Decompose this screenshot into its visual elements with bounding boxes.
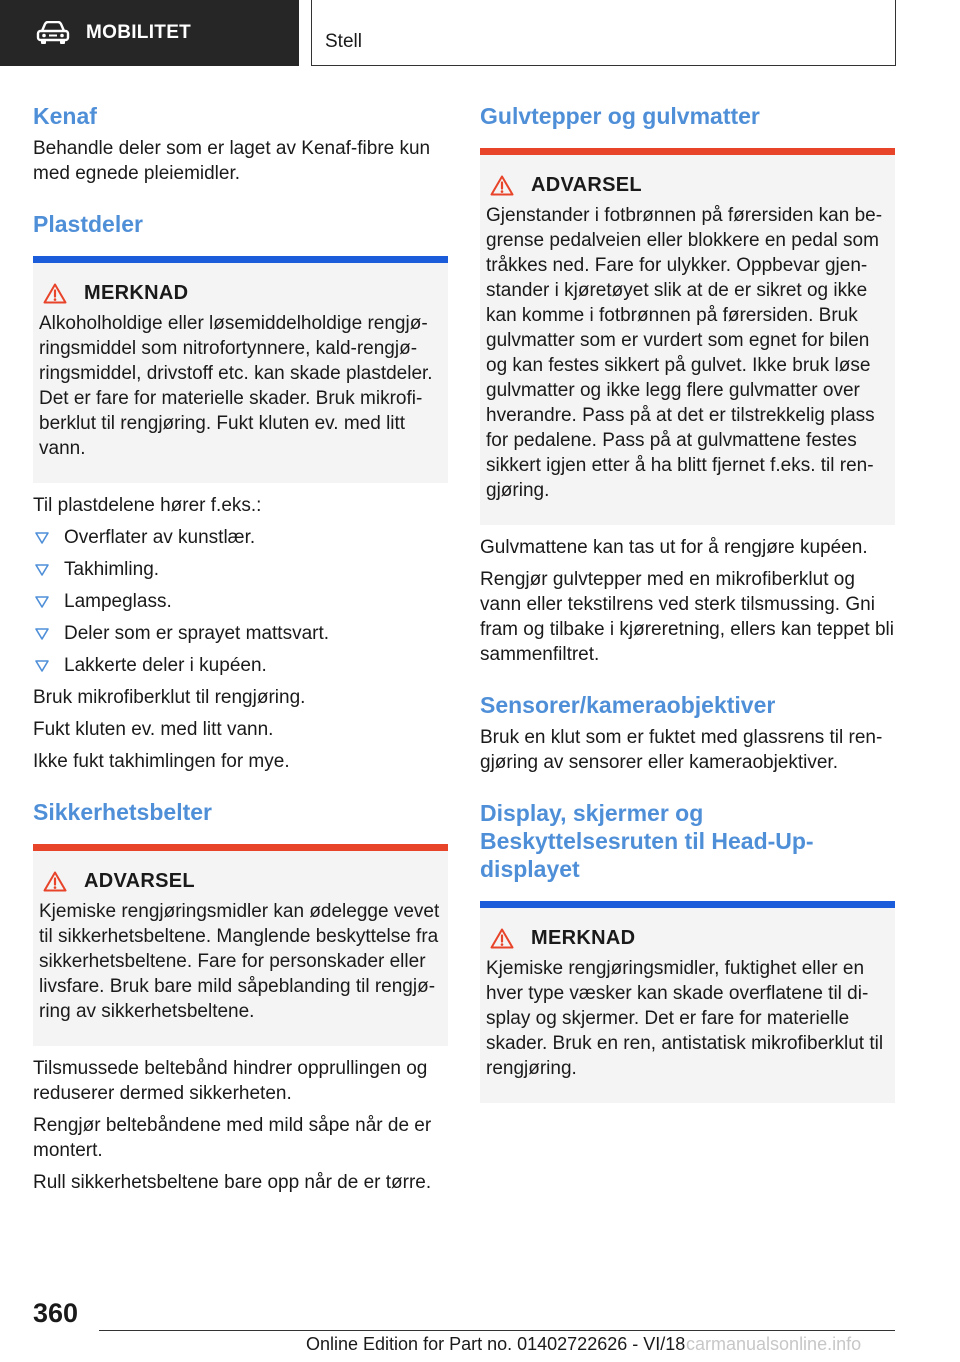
notice-title	[486, 927, 887, 950]
chapter-label: MOBILITET	[86, 22, 192, 43]
plast-p1: Bruk mikrofiberklut til rengjøring.	[33, 687, 306, 708]
chapter-tab	[0, 0, 299, 66]
page-number: 360	[33, 1298, 79, 1328]
notice-bar	[33, 844, 448, 851]
list-item: Deler som er sprayet mattsvart.	[33, 621, 448, 646]
list-item: Overflater av kunstlær.	[33, 525, 448, 550]
section-label: Stell	[325, 31, 362, 52]
heading-display: Display, skjermer og Beskyttelsesruten til Head-Up-displayet	[480, 800, 814, 882]
bullet-triangle-icon	[35, 660, 49, 672]
notice-text: Kjemiske rengjøringsmidler, fuktighet eller en hver type væsker kan skade overflatene til display og skjermer. Det er fare for materielle skader. Bruk en ren, antistatisk mikrofiberklut til rengjøring.	[486, 958, 884, 1079]
warning-triangle-icon	[43, 283, 67, 304]
page-header	[0, 0, 960, 66]
notice-merknad-plast	[33, 256, 448, 483]
bullet-triangle-icon	[35, 532, 49, 544]
footer-rule	[99, 1330, 895, 1331]
notice-bar	[480, 901, 895, 908]
car-icon	[36, 21, 70, 45]
notice-label: MERKNAD	[531, 927, 636, 949]
list-item: Lakkerte deler i kupéen.	[33, 653, 448, 678]
belter-p1: Tilsmussede beltebånd hindrer opprullingen og reduserer dermed sikkerheten.	[33, 1058, 428, 1104]
list-item: Lampeglass.	[33, 589, 448, 614]
right-column	[480, 102, 895, 1103]
plast-intro: Til plastdelene hører f.eks.:	[33, 495, 262, 516]
plast-list	[33, 525, 448, 678]
notice-advarsel-gulv	[480, 148, 895, 525]
notice-title	[486, 174, 887, 197]
plast-p3: Ikke fukt takhimlingen for mye.	[33, 751, 290, 772]
warning-triangle-icon	[490, 928, 514, 949]
notice-bar	[480, 148, 895, 155]
warning-triangle-icon	[43, 871, 67, 892]
belter-p3: Rull sikkerhetsbeltene bare opp når de er tørre.	[33, 1172, 432, 1193]
notice-bar	[33, 256, 448, 263]
bullet-triangle-icon	[35, 628, 49, 640]
belter-p2: Rengjør beltebåndene med mild såpe når de er montert.	[33, 1115, 432, 1161]
heading-sensorer: Sensorer/kameraobjektiver	[480, 692, 776, 718]
notice-label: ADVARSEL	[84, 870, 195, 892]
notice-text: Kjemiske rengjøringsmidler kan ødelegge vevet til sikkerhetsbeltene. Manglende beskyttelse fra sikkerhetsbeltene. Fare for personskader eller livsfare. Bruk bare mild såpeblanding til rengjøring av sikkerhetsbeltene.	[39, 901, 440, 1022]
notice-text: Gjenstander i fotbrønnen på førersiden kan begrense pedalveien eller blokkere en pedal som tråkkes ned. Fare for ulykker. Oppbevar gjenstander i kjøretøyet slik at de er sikret og ikke kan komme i fotbrønnen på førersiden. Bruk gulvmatter som er vurdert som egnet for bilen og kan festes sikkert på gulvet. Ikke bruk løse gulvmatter og ikke legg flere gulvmatter over hverandre. Pass på at det er tilstrekkelig plass for pedalene. Pass på at gulvmattene festes sikkert igjen etter å ha blitt fjernet f.eks. til rengjøring.	[486, 205, 883, 501]
notice-merknad-display	[480, 901, 895, 1103]
watermark: carmanualsonline.info	[686, 1334, 862, 1354]
warning-triangle-icon	[490, 175, 514, 196]
plast-p2: Fukt kluten ev. med litt vann.	[33, 719, 274, 740]
gulv-p2: Rengjør gulvtepper med en mikrofiberklut og vann eller tekstilrens ved sterk tilsmussing. Gni fram og tilbake i kjøreretning, ellers kan teppet bli sammenfiltret.	[480, 569, 894, 665]
left-column	[33, 102, 448, 1195]
heading-gulvtepper: Gulvtepper og gulvmatter	[480, 103, 760, 129]
edition-text: Online Edition for Part no. 01402722626 - VI/18	[306, 1334, 686, 1354]
notice-advarsel-belter	[33, 844, 448, 1046]
notice-label: ADVARSEL	[531, 174, 642, 196]
list-item: Takhimling.	[33, 557, 448, 582]
notice-label: MERKNAD	[84, 282, 189, 304]
sensor-text: Bruk en klut som er fuktet med glassrens til rengjøring av sensorer eller kameraobjektiver.	[480, 727, 883, 773]
notice-title	[39, 870, 440, 893]
heading-plastdeler: Plastdeler	[33, 211, 143, 237]
heading-kenaf: Kenaf	[33, 103, 97, 129]
notice-text: Alkoholholdige eller løsemiddelholdige rengjøringsmiddel som nitrofortynnere, kald-rengjøringsmiddel, drivstoff etc. kan skade plastdeler. Det er fare for materielle skader. Bruk mikrofiberklut til rengjøring. Fukt kluten ev. med litt vann.	[39, 313, 433, 459]
section-box	[311, 0, 896, 66]
kenaf-text: Behandle deler som er laget av Kenaf-fibre kun med egnede pleiemidler.	[33, 138, 431, 184]
bullet-triangle-icon	[35, 596, 49, 608]
notice-title	[39, 282, 440, 305]
gulv-p1: Gulvmattene kan tas ut for å rengjøre kupéen.	[480, 537, 868, 558]
heading-sikkerhetsbelter: Sikkerhetsbelter	[33, 799, 212, 825]
bullet-triangle-icon	[35, 564, 49, 576]
